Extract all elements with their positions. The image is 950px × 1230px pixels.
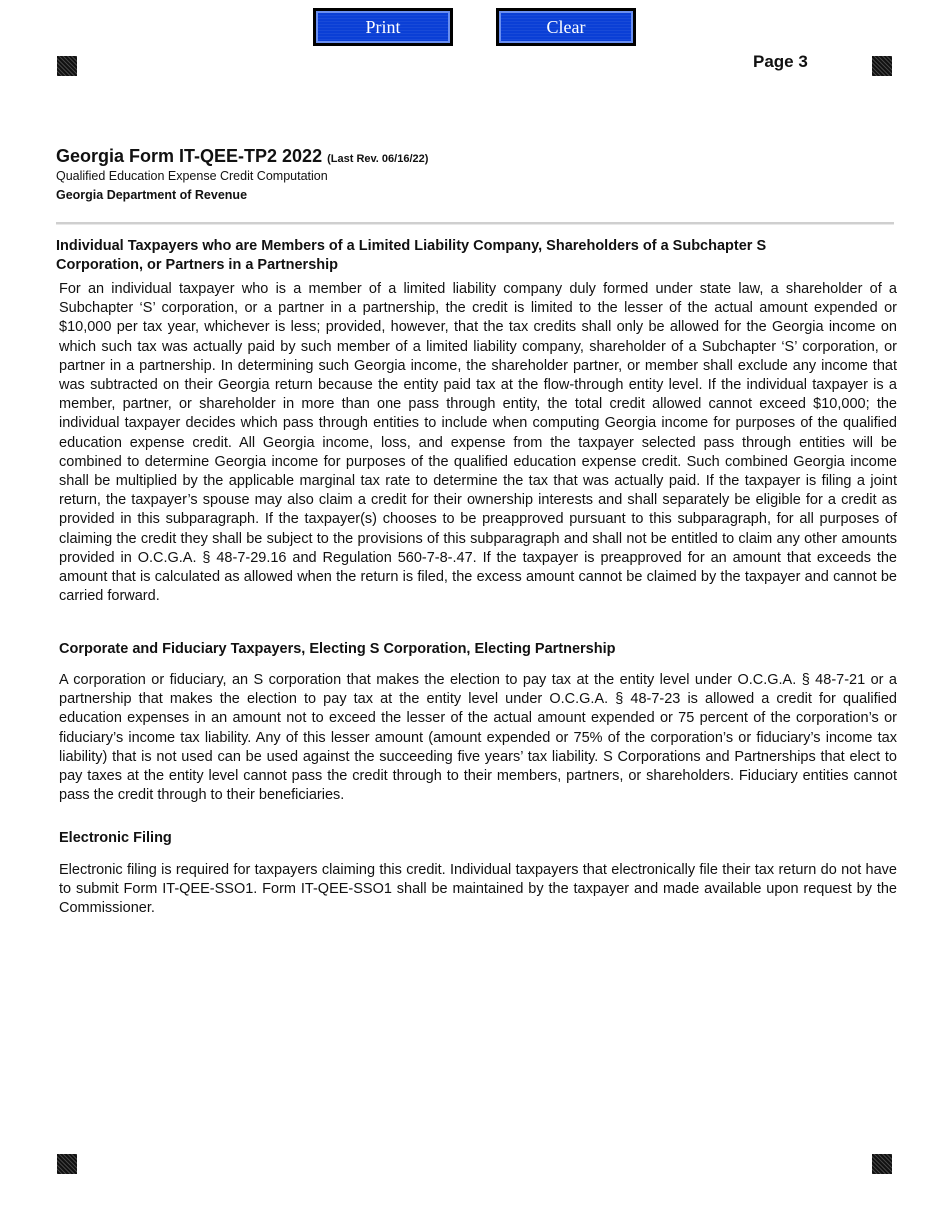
- registration-mark-bottom-left: [57, 1154, 77, 1174]
- section-body-individual: For an individual taxpayer who is a member of a limited liability company duly formed under state law, a shareholder of a Subchapter ‘S’ corporation, or a partner in a partnership, the credit is limited to the lesser of the actual amount expended or $10,000 per tax year, whichever is less; provided, however, that the tax credits shall only be allowed for the Georgia income on which such tax was actually paid by such member of a limited liability company, shareholder of a Subchapter ‘S’ corporation, or partner in a partnership. In determining such Georgia income, the shareholder partner, or member shall exclude any income that was subtracted on their Georgia return because the entity paid tax at the flow-through entity level. If the individual taxpayer is a member, partner, or shareholder in more than one pass through entity, the total credit allowed cannot exceed $10,000; the individual taxpayer decides which pass through entities to include when computing Georgia income for purposes of the qualified education expense credit. All Georgia income, loss, and expense from the taxpayer selected pass through entities will be combined to determine Georgia income for purposes of the qualified education expense credit. Such combined Georgia income shall be multiplied by the applicable marginal tax rate to determine the tax that was actually paid. If the taxpayer is filing a joint return, the taxpayer’s spouse may also claim a credit for their ownership interests and shall separately be eligible for a credit as provided in this subparagraph. If the taxpayer(s) chooses to be preapproved pursuant to this subparagraph, for all purposes of claiming the credit they shall be subject to the provisions of this subparagraph and shall not be entitled to claim any other amounts provided in O.C.G.A. § 48-7-29.16 and Regulation 560-7-8-.47. If the taxpayer is preapproved for an amount that exceeds the amount that is calculated as allowed when the return is filed, the excess amount cannot be claimed by the taxpayer and cannot be carried forward.: [59, 281, 897, 605]
- form-subtitle: Qualified Education Expense Credit Computation: [56, 169, 328, 183]
- section-body-electronic-filing: Electronic filing is required for taxpayers claiming this credit. Individual taxpayers that electronically file their tax return do not have to submit Form IT-QEE-SSO1. Form IT-QEE-SSO1 shall be maintained by the taxpayer and made available upon request by the Commissioner.: [59, 862, 897, 917]
- form-revision: (Last Rev. 06/16/22): [327, 153, 429, 165]
- section-heading-electronic-filing: Electronic Filing: [59, 830, 172, 846]
- clear-button[interactable]: Clear: [496, 8, 636, 46]
- registration-mark-top-left: [57, 56, 77, 76]
- page-number: Page 3: [753, 52, 808, 71]
- print-button[interactable]: Print: [313, 8, 453, 46]
- form-title: [56, 146, 428, 167]
- section-heading-corporate: Corporate and Fiduciary Taxpayers, Electing S Corporation, Electing Partnership: [59, 641, 616, 657]
- registration-mark-top-right: [872, 56, 892, 76]
- form-title-text: Georgia Form IT-QEE-TP2 2022: [56, 146, 323, 166]
- registration-mark-bottom-right: [872, 1154, 892, 1174]
- department-name: Georgia Department of Revenue: [56, 188, 248, 202]
- section-body-corporate: A corporation or fiduciary, an S corporation that makes the election to pay tax at the entity level under O.C.G.A. § 48-7-21 or a partnership that makes the election to pay tax at the entity level under O.C.G.A. § 48-7-23 is allowed a credit for qualified education expenses in an amount not to exceed the lesser of the actual amount expended or 75 percent of the corporation’s or fiduciary’s income tax liability. Any of this lesser amount (amount expended or 75% of the corporation’s or fiduciary’s income tax liability) that is not used can be used against the succeeding five years’ tax liability. S Corporations and Partnerships that elect to pay taxes at the entity level cannot pass the credit through to their members, partners, or shareholders. Fiduciary entities cannot pass the credit through to their beneficiaries.: [59, 672, 897, 804]
- divider: [56, 222, 894, 225]
- section-heading-individual: Individual Taxpayers who are Members of a Limited Liability Company, Shareholders of a Subchapter S Corporation, or Partners in a Partnership: [56, 238, 767, 273]
